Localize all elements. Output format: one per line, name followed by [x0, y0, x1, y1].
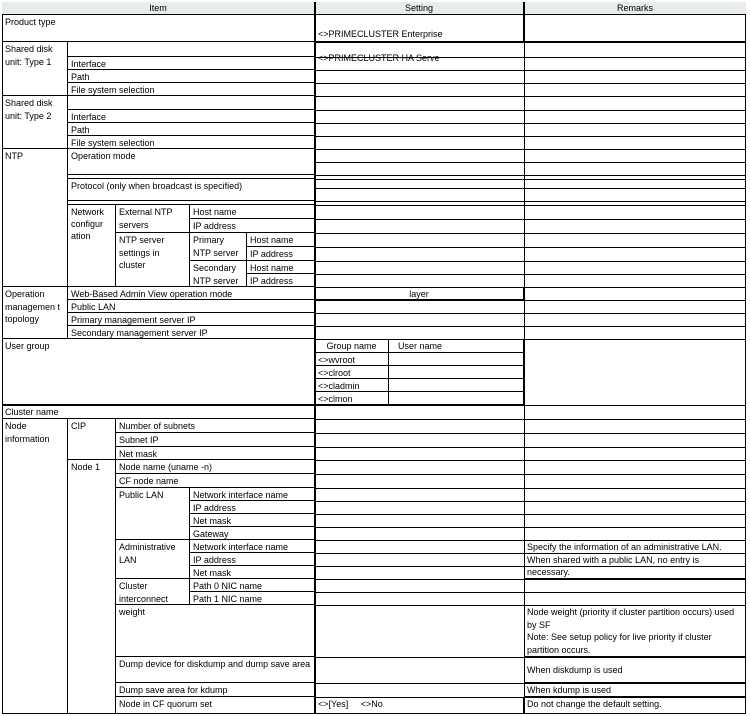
node-public-lan: Public LAN — [116, 488, 190, 540]
dump-kdump: Dump save area for kdump — [116, 683, 315, 697]
shared-disk-2-fs: File system selection — [68, 136, 315, 149]
cip-subnet-ip: Subnet IP — [116, 433, 315, 447]
setting-row-line — [315, 136, 524, 137]
admin-lan-ip: IP address — [190, 553, 315, 566]
remarks-row-line — [524, 514, 746, 515]
remarks-row-line — [524, 179, 746, 180]
setting-row-line — [315, 42, 524, 43]
shared-disk-2-label: Shared disk unit: Type 2 — [2, 96, 68, 149]
remarks-row-line — [524, 287, 746, 288]
cip-num-subnets: Number of subnets — [116, 419, 315, 433]
cf-node-name: CF node name — [116, 474, 315, 488]
remarks-row-line — [524, 488, 746, 489]
operation-topology-label: Operation managemen t topology — [2, 287, 68, 339]
cluster-name-label: Cluster name — [2, 405, 315, 419]
ntp-primary-host: Host name — [247, 233, 315, 247]
setting-row-line — [315, 501, 524, 502]
product-option-enterprise[interactable]: <>PRIMECLUSTER Enterprise — [318, 29, 443, 39]
admin-lan: Administrative LAN — [116, 540, 190, 579]
remarks-row-line — [524, 527, 746, 528]
setting-row-line — [315, 274, 524, 275]
setting-row-line — [315, 419, 524, 420]
setting-row-line — [315, 201, 524, 202]
remarks-row-line — [524, 247, 746, 248]
setting-row-line — [315, 697, 524, 698]
setting-row-line — [315, 287, 524, 288]
product-option-ha[interactable]: <>PRIMECLUSTER HA Serve — [318, 53, 440, 63]
dump-diskdump: Dump device for diskdump and dump save area — [116, 657, 315, 683]
remarks-row-line — [524, 501, 746, 502]
shared-disk-1-path: Path — [68, 70, 315, 83]
setting-row-line — [315, 57, 524, 58]
remarks-row-line — [524, 162, 746, 163]
remarks-row-line — [524, 326, 746, 327]
admin-lan-netmask: Net mask — [190, 566, 315, 579]
remarks-row-line — [524, 110, 746, 111]
shared-disk-1-interface: Interface — [68, 57, 315, 70]
web-admin-mode: Web-Based Admin View operation mode — [68, 287, 315, 300]
setting-row-line — [315, 233, 524, 234]
node-information-label: Node information — [2, 419, 68, 714]
ntp-label: NTP — [2, 149, 68, 287]
setting-row-line — [315, 405, 524, 406]
setting-row-line — [315, 553, 524, 554]
ntp-secondary-ip: IP address — [247, 274, 315, 287]
setting-row-line — [315, 326, 524, 327]
ntp-operation-mode: Operation mode — [68, 149, 315, 175]
remarks-row-line — [524, 579, 746, 580]
user-group-cladmin-user[interactable] — [389, 379, 524, 392]
remarks-row-line — [524, 540, 746, 541]
node-name: Node name (uname -n) — [116, 460, 315, 474]
user-group-col-group: Group name — [315, 339, 389, 353]
remarks-row-line — [524, 233, 746, 234]
setting-row-line — [315, 96, 524, 97]
topology-public-lan: Public LAN — [68, 300, 315, 313]
setting-row-line — [315, 339, 524, 340]
dump-diskdump-remark: When diskdump is used — [524, 657, 746, 683]
setting-row-line — [315, 657, 524, 658]
user-group-clmon-user[interactable] — [389, 392, 524, 405]
remarks-row-line — [524, 460, 746, 461]
admin-lan-nic: Network interface name — [190, 540, 315, 553]
dump-kdump-remark: When kdump is used — [524, 683, 746, 697]
remarks-row-line — [524, 339, 746, 340]
remarks-row-line — [524, 57, 746, 58]
user-group-wvroot-user[interactable] — [389, 353, 524, 366]
shared-disk-2-path: Path — [68, 123, 315, 136]
ntp-server-settings: NTP server settings in cluster — [116, 233, 190, 287]
setting-row-line — [315, 683, 524, 684]
remarks-row-line — [524, 419, 746, 420]
ntp-secondary-host: Host name — [247, 261, 315, 274]
remarks-row-line — [524, 201, 746, 202]
setting-row-line — [315, 460, 524, 461]
shared-disk-1-fs: File system selection — [68, 83, 315, 96]
setting-row-line — [315, 488, 524, 489]
user-group-clmon[interactable]: <>clmon — [315, 392, 389, 405]
ntp-network-configuration: Network configur ation — [68, 205, 116, 287]
node1-label: Node 1 — [68, 460, 116, 714]
user-group-col-user: User name — [389, 339, 524, 353]
ntp-primary-ip: IP address — [247, 247, 315, 261]
setting-row-line — [315, 433, 524, 434]
remarks-row-line — [524, 219, 746, 220]
remarks-row-line — [524, 474, 746, 475]
header-item: Item — [2, 2, 315, 15]
remarks-column-divider — [524, 2, 525, 714]
setting-row-line — [315, 527, 524, 528]
product-type-setting[interactable] — [315, 15, 524, 63]
setting-row-line — [315, 188, 524, 189]
setting-row-line — [315, 474, 524, 475]
remarks-row-line — [524, 149, 746, 150]
public-lan-nic: Network interface name — [190, 488, 315, 501]
remarks-row-line — [524, 261, 746, 262]
remarks-row-line — [524, 697, 746, 698]
cf-quorum-setting[interactable]: <>[Yes] <>No — [315, 697, 524, 714]
setting-row-line — [315, 149, 524, 150]
remarks-row-line — [524, 274, 746, 275]
remarks-row-line — [524, 96, 746, 97]
remarks-row-line — [524, 136, 746, 137]
setting-row-line — [315, 162, 524, 163]
public-lan-gateway: Gateway — [190, 527, 315, 540]
remarks-row-line — [524, 405, 746, 406]
setting-row-line — [315, 566, 524, 567]
remarks-row-line — [524, 605, 746, 606]
user-group-cladmin[interactable]: <>cladmin — [315, 379, 389, 392]
remarks-row-line — [524, 123, 746, 124]
secondary-mgmt-ip: Secondary management server IP — [68, 326, 315, 339]
remarks-row-line — [524, 175, 746, 176]
user-group-label: User group — [2, 339, 315, 405]
setting-row-line — [315, 123, 524, 124]
ntp-external-servers: External NTP servers — [116, 205, 190, 233]
remarks-row-line — [524, 300, 746, 301]
remarks-row-line — [524, 566, 746, 567]
header-remarks: Remarks — [524, 2, 746, 15]
ntp-secondary-server: Secondary NTP server — [190, 261, 247, 287]
remarks-row-line — [524, 205, 746, 206]
product-type-label: Product type — [2, 15, 315, 42]
cip-net-mask: Net mask — [116, 447, 315, 460]
user-group-clroot-user[interactable] — [389, 366, 524, 379]
setting-row-line — [315, 579, 524, 580]
header-setting: Setting — [315, 2, 524, 15]
remarks-row-line — [524, 42, 746, 43]
remarks-row-line — [524, 683, 746, 684]
cf-quorum-remark: Do not change the default setting. — [527, 699, 662, 709]
setting-row-line — [315, 300, 524, 301]
shared-disk-2-blank — [68, 96, 315, 110]
setting-row-line — [315, 592, 524, 593]
cluster-interconnect: Cluster interconnect — [116, 579, 190, 605]
ntp-ext-host-name: Host name — [190, 205, 315, 219]
setting-row-line — [315, 514, 524, 515]
setting-row-line — [315, 605, 524, 606]
ntp-protocol: Protocol (only when broadcast is specified) — [68, 179, 315, 201]
node-weight: weight — [116, 605, 315, 657]
user-group-wvroot[interactable]: <>wvroot — [315, 353, 389, 366]
remarks-row-line — [524, 553, 746, 554]
setting-column-divider — [315, 2, 316, 714]
primary-mgmt-ip: Primary management server IP — [68, 313, 315, 326]
cip-label: CIP — [68, 419, 116, 460]
interconnect-path0: Path 0 NIC name — [190, 579, 315, 592]
setting-row-line — [315, 205, 524, 206]
setting-row-line — [315, 247, 524, 248]
admin-lan-remark: Specify the information of an administrative LAN. When shared with a public LAN, no entry is necessary. — [524, 540, 746, 579]
shared-disk-1-blank — [68, 42, 315, 57]
remarks-row-line — [524, 83, 746, 84]
setting-row-line — [315, 110, 524, 111]
web-admin-mode-setting[interactable]: layer — [315, 287, 524, 300]
setting-row-line — [315, 261, 524, 262]
cf-quorum: Node in CF quorum set — [116, 697, 315, 714]
setting-row-line — [315, 219, 524, 220]
setting-row-line — [315, 179, 524, 180]
product-type-remarks — [524, 15, 746, 42]
public-lan-ip: IP address — [190, 501, 315, 514]
ntp-ext-ip-address: IP address — [190, 219, 315, 233]
setting-row-line — [315, 175, 524, 176]
setting-row-line — [315, 70, 524, 71]
remarks-row-line — [524, 70, 746, 71]
ntp-primary-server: Primary NTP server — [190, 233, 247, 261]
setting-row-line — [315, 447, 524, 448]
setting-row-line — [315, 540, 524, 541]
remarks-row-line — [524, 657, 746, 658]
setting-row-line — [315, 83, 524, 84]
remarks-row-line — [524, 313, 746, 314]
remarks-row-line — [524, 592, 746, 593]
remarks-row-line — [524, 433, 746, 434]
shared-disk-1-label: Shared disk unit: Type 1 — [2, 42, 68, 96]
node-weight-remark: Node weight (priority if cluster partition occurs) used by SF Note: See setup policy for live priority if cluster partition occurs. — [524, 605, 746, 657]
remarks-row-line — [524, 447, 746, 448]
shared-disk-2-interface: Interface — [68, 110, 315, 123]
remarks-row-line — [524, 188, 746, 189]
setting-row-line — [315, 313, 524, 314]
user-group-clroot[interactable]: <>clroot — [315, 366, 389, 379]
interconnect-path1: Path 1 NIC name — [190, 592, 315, 605]
public-lan-netmask: Net mask — [190, 514, 315, 527]
